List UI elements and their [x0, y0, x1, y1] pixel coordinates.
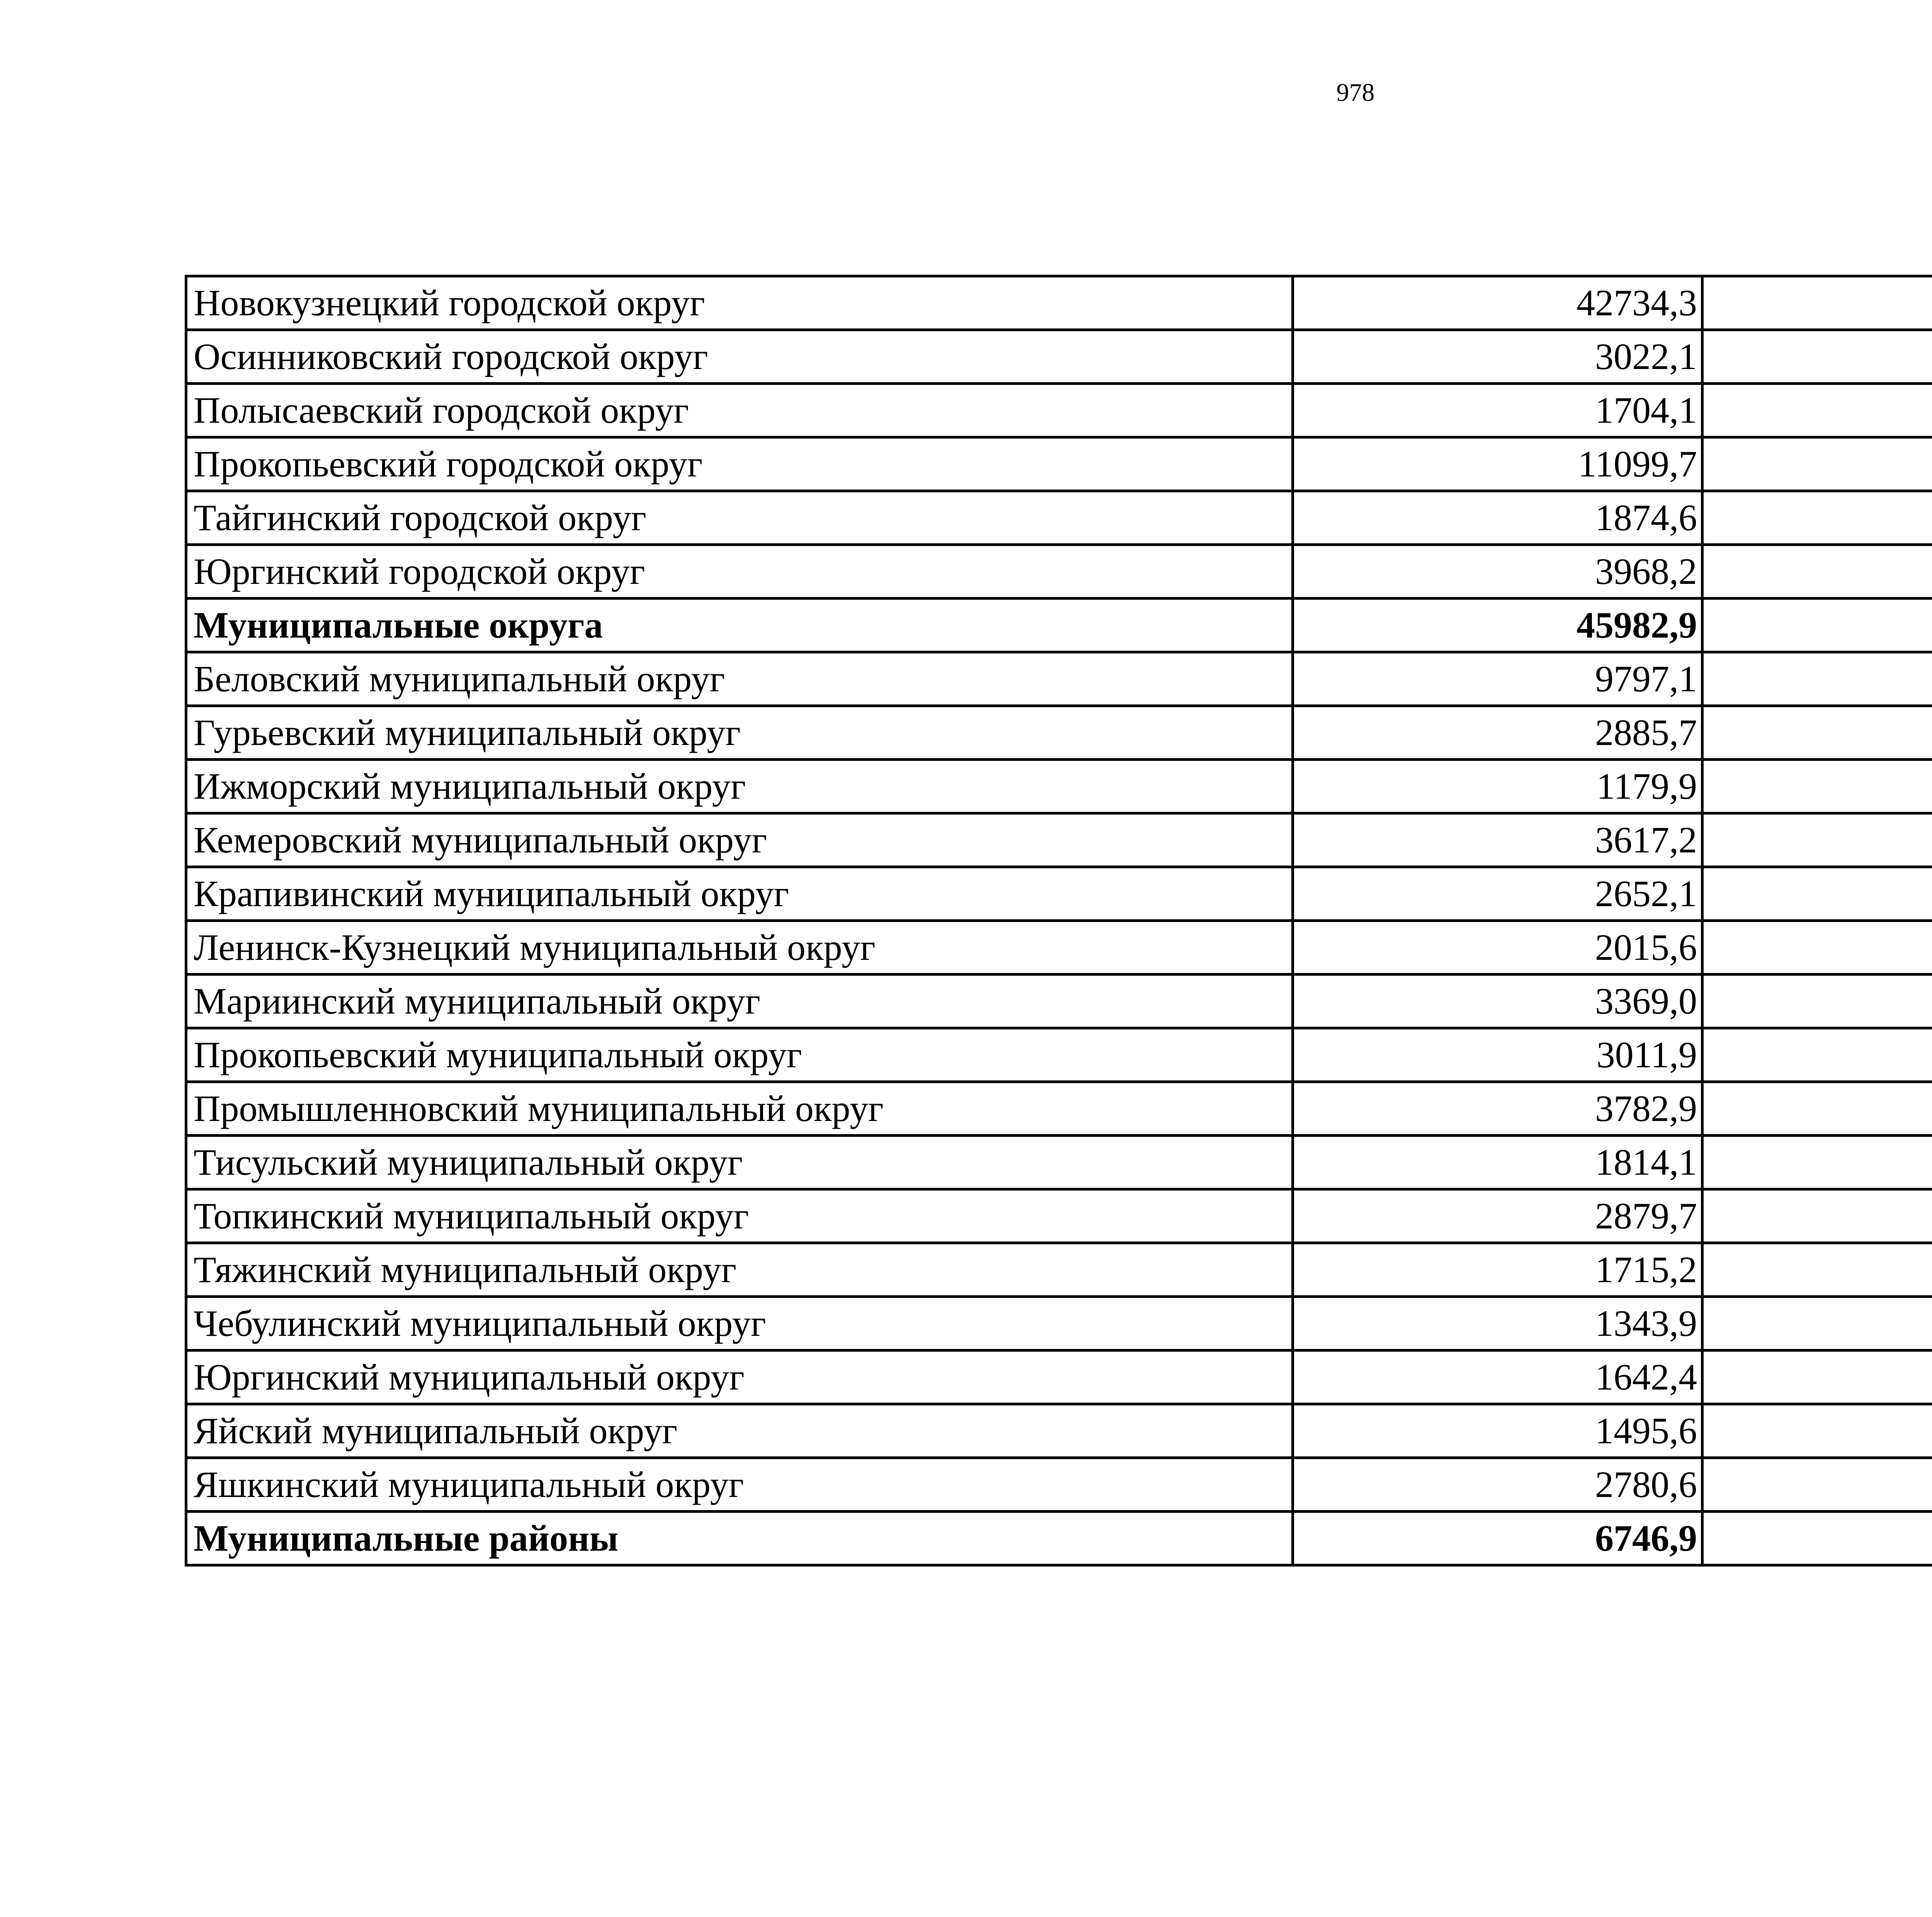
row-value-2-cell	[1702, 975, 1932, 1028]
row-value-2-cell	[1702, 867, 1932, 921]
row-name-cell: Муниципальные районы	[186, 1512, 1293, 1565]
table-row	[186, 1351, 1932, 1404]
row-name-cell: Крапивинский муниципальный округ	[186, 867, 1293, 921]
table-row	[186, 330, 1932, 384]
row-value-1-cell: 45982,9	[1293, 599, 1702, 652]
table-row	[186, 1028, 1932, 1082]
row-value-2-cell	[1702, 437, 1932, 491]
row-value-1-cell: 2652,1	[1293, 867, 1702, 921]
row-value-1-cell: 3617,2	[1293, 813, 1702, 867]
table-row-subtotal	[186, 599, 1932, 652]
row-value-2-cell	[1702, 1297, 1932, 1351]
row-value-2-cell	[1702, 1082, 1932, 1136]
row-name-cell: Чебулинский муниципальный округ	[186, 1297, 1293, 1351]
row-value-1-cell: 1179,9	[1293, 760, 1702, 813]
table-row	[186, 1458, 1932, 1512]
row-value-1-cell: 2780,6	[1293, 1458, 1702, 1512]
page-number: 978	[1336, 78, 1375, 107]
row-value-2-cell	[1702, 1189, 1932, 1243]
table-row	[186, 867, 1932, 921]
row-name-cell: Тайгинский городской округ	[186, 491, 1293, 545]
table-row	[186, 491, 1932, 545]
table-row	[186, 545, 1932, 599]
row-name-cell: Полысаевский городской округ	[186, 384, 1293, 437]
row-value-2-cell	[1702, 1512, 1932, 1565]
row-value-2-cell	[1702, 384, 1932, 437]
table-row	[186, 437, 1932, 491]
row-value-1-cell: 2015,6	[1293, 921, 1702, 975]
table-row	[186, 276, 1932, 330]
row-value-2-cell	[1702, 276, 1932, 330]
row-name-cell: Яйский муниципальный округ	[186, 1404, 1293, 1458]
row-value-1-cell: 3782,9	[1293, 1082, 1702, 1136]
row-value-2-cell	[1702, 813, 1932, 867]
row-value-1-cell: 1642,4	[1293, 1351, 1702, 1404]
table-row	[186, 1082, 1932, 1136]
table-row	[186, 813, 1932, 867]
row-name-cell: Яшкинский муниципальный округ	[186, 1458, 1293, 1512]
row-name-cell: Мариинский муниципальный округ	[186, 975, 1293, 1028]
row-value-2-cell	[1702, 491, 1932, 545]
row-name-cell: Кемеровский муниципальный округ	[186, 813, 1293, 867]
row-value-1-cell: 1715,2	[1293, 1243, 1702, 1297]
row-value-1-cell: 2879,7	[1293, 1189, 1702, 1243]
table-row	[186, 1297, 1932, 1351]
row-name-cell: Осинниковский городской округ	[186, 330, 1293, 384]
table-row	[186, 1189, 1932, 1243]
row-value-2-cell	[1702, 330, 1932, 384]
table-row-subtotal	[186, 1512, 1932, 1565]
table-row	[186, 760, 1932, 813]
row-name-cell: Юргинский муниципальный округ	[186, 1351, 1293, 1404]
row-value-1-cell: 1704,1	[1293, 384, 1702, 437]
table-row	[186, 975, 1932, 1028]
table-row	[186, 921, 1932, 975]
budget-table	[185, 275, 1932, 1567]
row-value-2-cell	[1702, 545, 1932, 599]
row-value-2-cell	[1702, 706, 1932, 760]
row-value-1-cell: 1814,1	[1293, 1136, 1702, 1189]
row-value-1-cell: 3022,1	[1293, 330, 1702, 384]
row-name-cell: Прокопьевский городской округ	[186, 437, 1293, 491]
table-row	[186, 652, 1932, 706]
row-name-cell: Прокопьевский муниципальный округ	[186, 1028, 1293, 1082]
row-name-cell: Промышленновский муниципальный округ	[186, 1082, 1293, 1136]
row-value-1-cell: 6746,9	[1293, 1512, 1702, 1565]
row-value-1-cell: 3011,9	[1293, 1028, 1702, 1082]
row-value-2-cell	[1702, 1243, 1932, 1297]
row-value-2-cell	[1702, 760, 1932, 813]
table-body	[186, 276, 1932, 1565]
row-name-cell: Тисульский муниципальный округ	[186, 1136, 1293, 1189]
row-name-cell: Беловский муниципальный округ	[186, 652, 1293, 706]
row-value-2-cell	[1702, 1351, 1932, 1404]
row-value-1-cell: 2885,7	[1293, 706, 1702, 760]
row-value-1-cell: 1495,6	[1293, 1404, 1702, 1458]
row-value-2-cell	[1702, 1028, 1932, 1082]
row-name-cell: Ленинск-Кузнецкий муниципальный округ	[186, 921, 1293, 975]
row-name-cell: Юргинский городской округ	[186, 545, 1293, 599]
table-row	[186, 1243, 1932, 1297]
row-name-cell: Новокузнецкий городской округ	[186, 276, 1293, 330]
row-value-2-cell	[1702, 1136, 1932, 1189]
row-value-1-cell: 42734,3	[1293, 276, 1702, 330]
table-row	[186, 384, 1932, 437]
row-value-1-cell: 9797,1	[1293, 652, 1702, 706]
table-row	[186, 1404, 1932, 1458]
row-name-cell: Муниципальные округа	[186, 599, 1293, 652]
row-value-1-cell: 1874,6	[1293, 491, 1702, 545]
row-name-cell: Топкинский муниципальный округ	[186, 1189, 1293, 1243]
row-value-2-cell	[1702, 921, 1932, 975]
row-name-cell: Гурьевский муниципальный округ	[186, 706, 1293, 760]
row-name-cell: Тяжинский муниципальный округ	[186, 1243, 1293, 1297]
row-value-2-cell	[1702, 1458, 1932, 1512]
table-row	[186, 1136, 1932, 1189]
row-value-1-cell: 3369,0	[1293, 975, 1702, 1028]
row-value-2-cell	[1702, 599, 1932, 652]
row-value-2-cell	[1702, 1404, 1932, 1458]
row-value-1-cell: 11099,7	[1293, 437, 1702, 491]
table-row	[186, 706, 1932, 760]
row-value-2-cell	[1702, 652, 1932, 706]
row-value-1-cell: 3968,2	[1293, 545, 1702, 599]
row-value-1-cell: 1343,9	[1293, 1297, 1702, 1351]
row-name-cell: Ижморский муниципальный округ	[186, 760, 1293, 813]
